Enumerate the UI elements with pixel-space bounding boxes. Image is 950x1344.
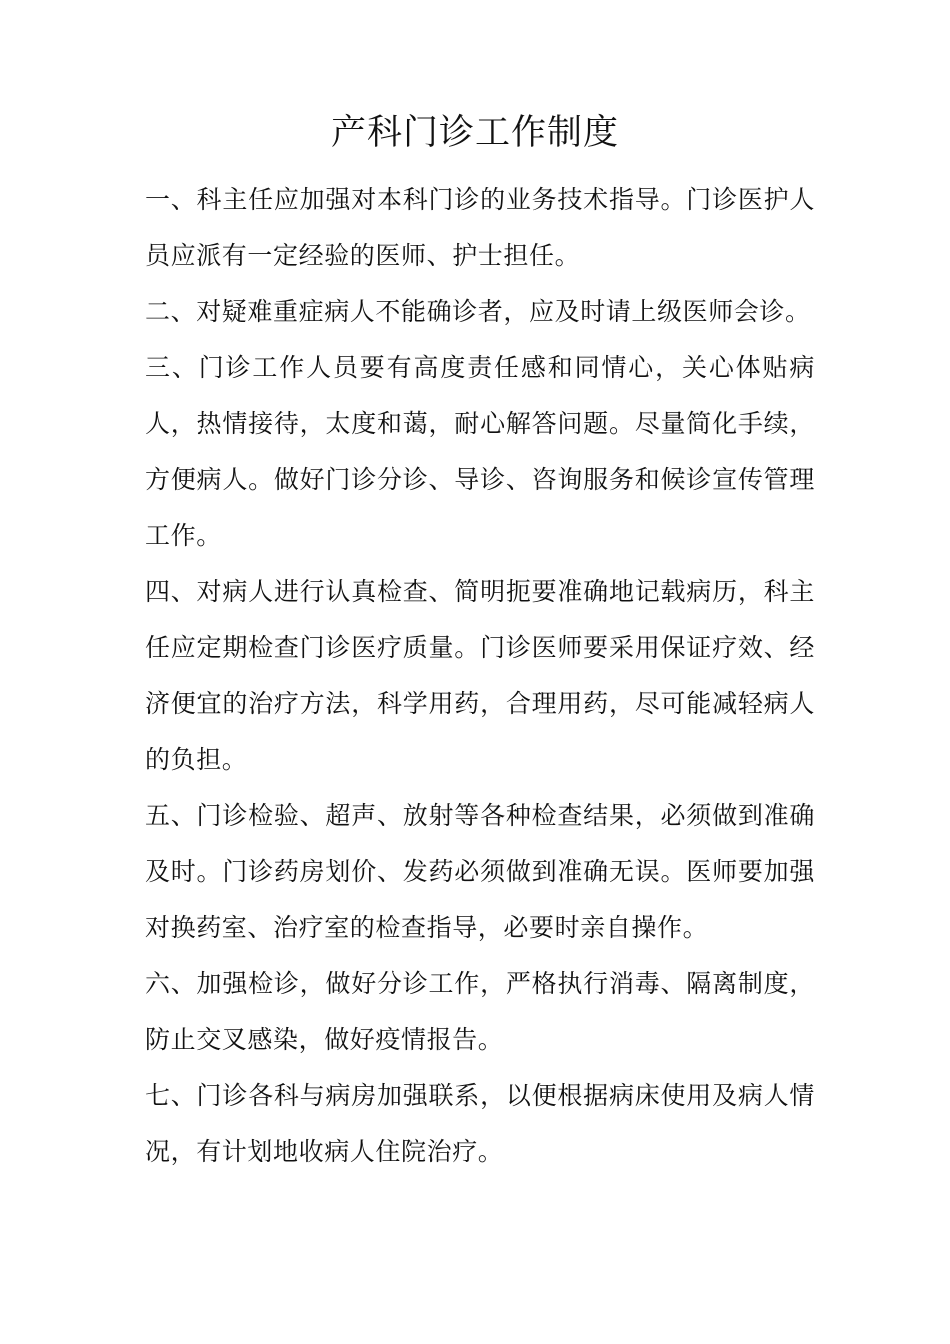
paragraph-1: 一、科主任应加强对本科门诊的业务技术指导。门诊医护人员应派有一定经验的医师、护士担任。 xyxy=(145,185,815,270)
paragraph-5: 五、门诊检验、超声、放射等各种检查结果，必须做到准确及时。门诊药房划价、发药必须做到准确无误。医师要加强对换药室、治疗室的检查指导，必要时亲自操作。 xyxy=(145,801,815,942)
document-body xyxy=(145,172,815,1180)
paragraph-4: 四、对病人进行认真检查、简明扼要准确地记载病历，科主任应定期检查门诊医疗质量。门诊医师要采用保证疗效、经济便宜的治疗方法，科学用药，合理用药，尽可能减轻病人的负担。 xyxy=(145,577,815,774)
paragraph-6: 六、加强检诊，做好分诊工作，严格执行消毒、隔离制度，防止交叉感染，做好疫情报告。 xyxy=(145,969,815,1054)
paragraph-3: 三、门诊工作人员要有高度责任感和同情心，关心体贴病人，热情接待，太度和蔼，耐心解答问题。尽量简化手续，方便病人。做好门诊分诊、导诊、咨询服务和候诊宣传管理工作。 xyxy=(145,353,815,550)
page-title: 产科门诊工作制度 xyxy=(330,113,619,153)
paragraph-7: 七、门诊各科与病房加强联系，以便根据病床使用及病人情况，有计划地收病人住院治疗。 xyxy=(145,1081,815,1166)
paragraph-2: 二、对疑难重症病人不能确诊者，应及时请上级医师会诊。 xyxy=(145,297,811,326)
